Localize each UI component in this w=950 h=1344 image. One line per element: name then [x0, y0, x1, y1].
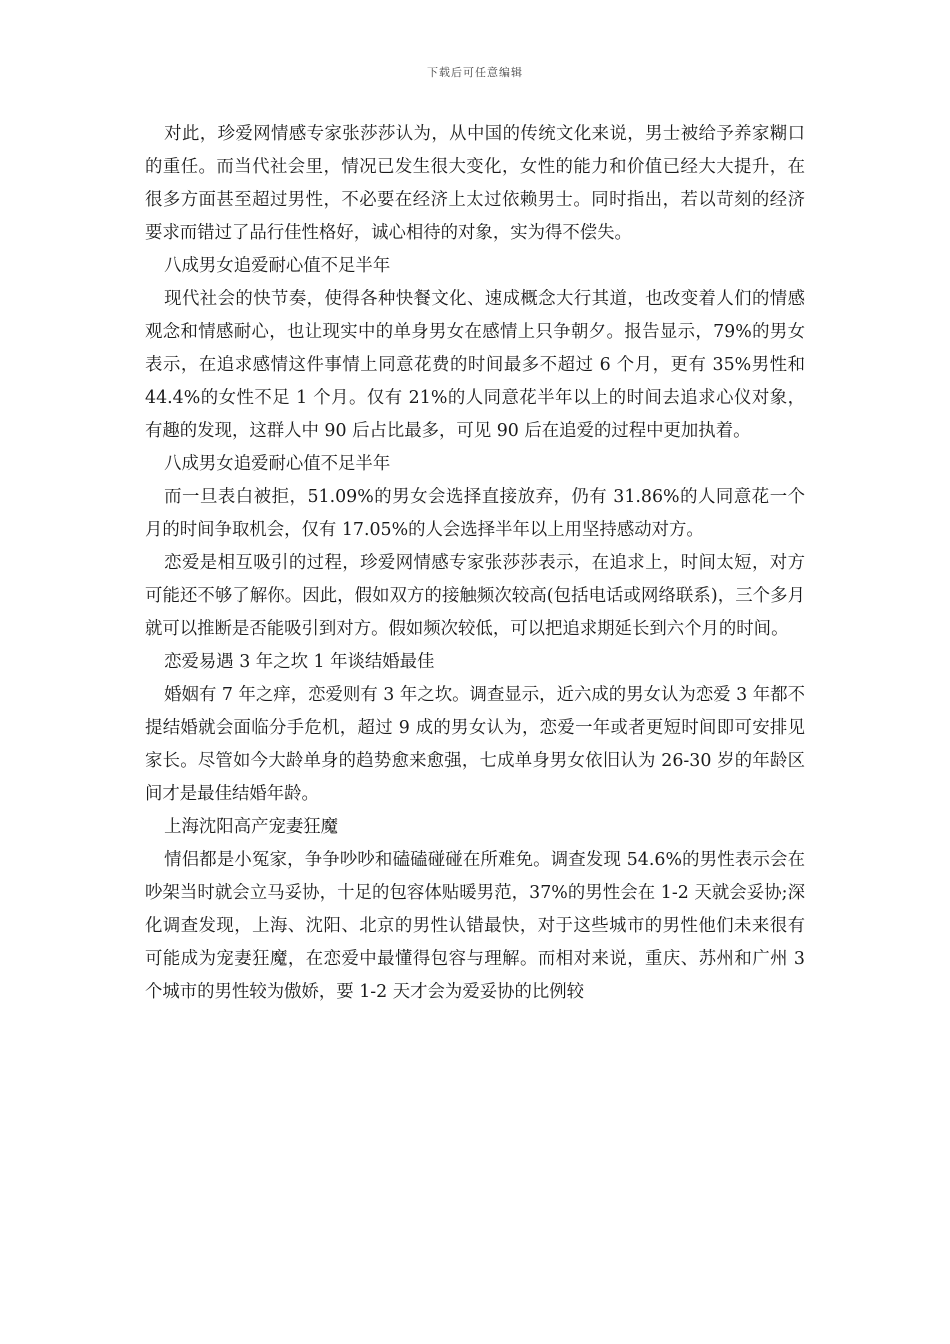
- section-heading: 恋爱易遇 3 年之坎 1 年谈结婚最佳: [164, 652, 435, 672]
- paragraph: 对此，珍爱网情感专家张莎莎认为，从中国的传统文化来说，男士被给予养家糊口的重任。而当代社会里，情况已发生很大变化，女性的能力和价值已经大大提升，在很多方面甚至超过男性，不必要在经济上太过依赖男士。同时指出，若以苛刻的经济要求而错过了品行佳性格好，诚心相待的对象，实为得不偿失。: [145, 124, 805, 243]
- section-heading: 八成男女追爱耐心值不足半年: [164, 454, 391, 474]
- paragraph: 现代社会的快节奏，使得各种快餐文化、速成概念大行其道，也改变着人们的情感观念和情感耐心，也让现实中的单身男女在感情上只争朝夕。报告显示，79%的男女表示，在追求感情这件事情上同意花费的时间最多不超过 6 个月，更有 35%男性和 44.4%的女性不足 1 个月。仅有 21%的人同意花半年以上的时间去追求心仪对象，有趣的发现，这群人中 90 后占比最多，可见 90 后在追爱的过程中更加执着。: [145, 289, 805, 441]
- paragraph: 而一旦表白被拒，51.09%的男女会选择直接放弃，仍有 31.86%的人同意花一个月的时间争取机会，仅有 17.05%的人会选择半年以上用坚持感动对方。: [145, 487, 805, 540]
- document-body: [145, 118, 805, 1009]
- paragraph: 婚姻有 7 年之痒，恋爱则有 3 年之坎。调查显示，近六成的男女认为恋爱 3 年都不提结婚就会面临分手危机，超过 9 成的男女认为，恋爱一年或者更短时间即可安排见家长。尽管如今大龄单身的趋势愈来愈强，七成单身男女依旧认为 26-30 岁的年龄区间才是最佳结婚年龄。: [145, 685, 805, 804]
- paragraph: 情侣都是小冤家，争争吵吵和磕磕碰碰在所难免。调查发现 54.6%的男性表示会在吵架当时就会立马妥协，十足的包容体贴暖男范，37%的男性会在 1-2 天就会妥协;深化调查发现，上海、沈阳、北京的男性认错最快，对于这些城市的男性他们未来很有可能成为宠妻狂魔，在恋爱中最懂得包容与理解。而相对来说，重庆、苏州和广州 3 个城市的男性较为傲娇，要 1-2 天才会为爱妥协的比例较: [145, 850, 805, 1002]
- page-header: 下载后可任意编辑: [427, 66, 523, 79]
- section-heading: 八成男女追爱耐心值不足半年: [164, 256, 391, 276]
- section-heading: 上海沈阳高产宠妻狂魔: [164, 817, 339, 837]
- paragraph: 恋爱是相互吸引的过程，珍爱网情感专家张莎莎表示，在追求上，时间太短，对方可能还不够了解你。因此，假如双方的接触频次较高(包括电话或网络联系)，三个多月就可以推断是否能吸引到对方。假如频次较低，可以把追求期延长到六个月的时间。: [145, 553, 805, 639]
